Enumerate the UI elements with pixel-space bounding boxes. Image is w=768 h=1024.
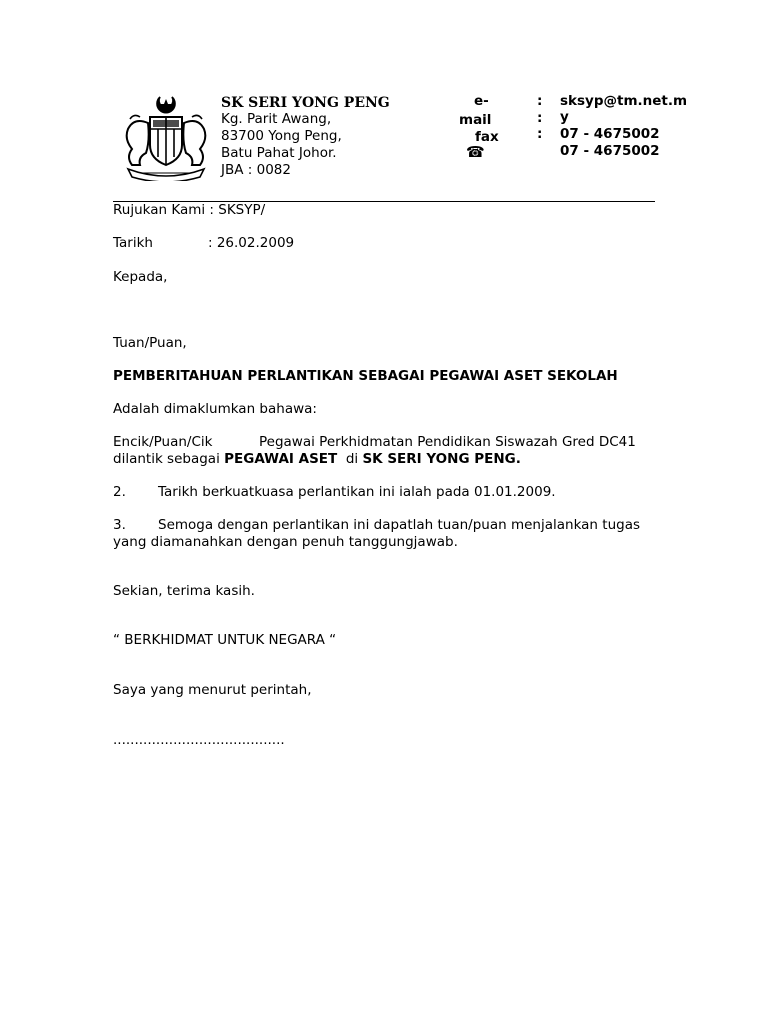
colon-1: : bbox=[537, 93, 543, 109]
appointment-line bbox=[113, 451, 521, 468]
sign-off: Saya yang menurut perintah, bbox=[113, 682, 312, 698]
letter-subject: PEMBERITAHUAN PERLANTIKAN SEBAGAI PEGAWAI ASET SEKOLAH bbox=[113, 368, 618, 384]
appointed-role: PEGAWAI ASET bbox=[224, 451, 338, 467]
paragraph-2-number: 2. bbox=[113, 484, 126, 500]
reference: Rujukan Kami : SKSYP/ bbox=[113, 202, 266, 218]
closing: Sekian, terima kasih. bbox=[113, 583, 255, 599]
salutation: Tuan/Puan, bbox=[113, 335, 187, 351]
colon-3: : bbox=[537, 126, 543, 142]
address-line-2: 83700 Yong Peng, bbox=[221, 128, 342, 144]
signature-line: ........................................ bbox=[113, 732, 285, 748]
appointment-mid: di bbox=[337, 451, 363, 467]
jba-code: JBA : 0082 bbox=[221, 162, 291, 178]
appointee-grade: Pegawai Perkhidmatan Pendidikan Siswazah Gred DC41 bbox=[259, 434, 636, 450]
school-name: SK SERI YONG PENG bbox=[221, 95, 390, 111]
address-line-1: Kg. Parit Awang, bbox=[221, 111, 332, 127]
appointment-prefix: dilantik sebagai bbox=[113, 451, 225, 467]
malaysia-coat-of-arms-logo bbox=[120, 93, 212, 181]
phone-value: 07 - 4675002 bbox=[560, 143, 660, 159]
email-label-part-2: mail bbox=[459, 112, 492, 128]
paragraph-3-line-2: yang diamanahkan dengan penuh tanggungjawab. bbox=[113, 534, 458, 550]
fax-value: 07 - 4675002 bbox=[560, 126, 660, 142]
email-value-1: sksyp@tm.net.m bbox=[560, 93, 688, 109]
email-label-part-1: e- bbox=[474, 93, 489, 109]
address-line-3: Batu Pahat Johor. bbox=[221, 145, 337, 161]
appointee-title: Encik/Puan/Cik bbox=[113, 434, 213, 450]
paragraph-3-number: 3. bbox=[113, 517, 126, 533]
paragraph-2-text: Tarikh berkuatkuasa perlantikan ini ialah pada 01.01.2009. bbox=[158, 484, 556, 500]
date-value: : 26.02.2009 bbox=[208, 235, 295, 251]
date-label: Tarikh bbox=[113, 235, 153, 251]
appointed-school: SK SERI YONG PENG. bbox=[362, 451, 521, 467]
paragraph-3-line-1: Semoga dengan perlantikan ini dapatlah tuan/puan menjalankan tugas bbox=[158, 517, 640, 533]
motto: “ BERKHIDMAT UNTUK NEGARA “ bbox=[113, 632, 337, 648]
phone-icon: ☎ bbox=[466, 143, 485, 161]
recipient-label: Kepada, bbox=[113, 269, 168, 285]
email-value-2: y bbox=[560, 109, 569, 125]
fax-label: fax bbox=[475, 129, 499, 145]
intro-text: Adalah dimaklumkan bahawa: bbox=[113, 401, 317, 417]
colon-2: : bbox=[537, 110, 543, 126]
